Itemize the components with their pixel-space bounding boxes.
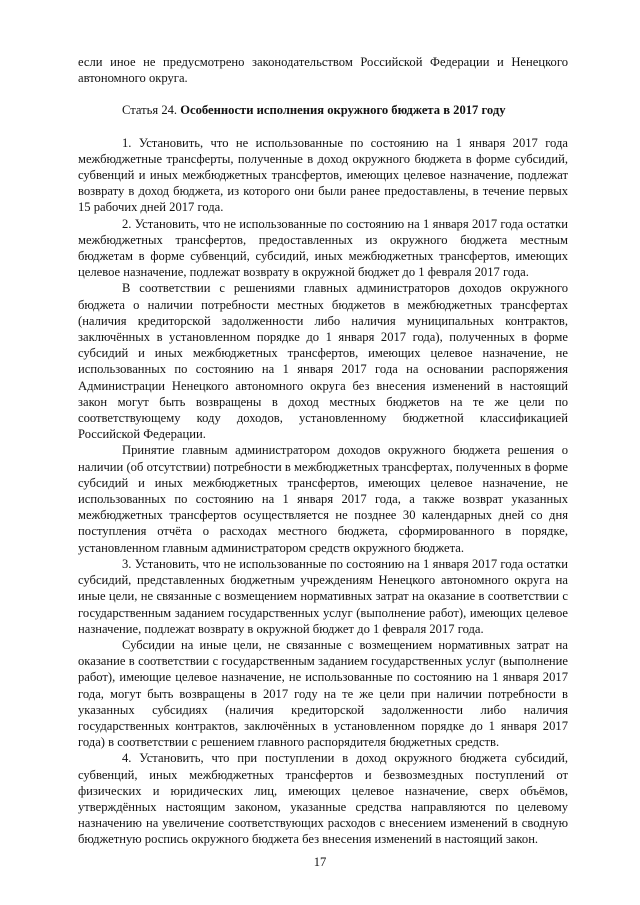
paragraph-2-administrator-decision: Принятие главным администратором доходов окружного бюджета решения о наличии (об отсутствии) потребности в межбюджетных трансфертах, полученных в форме субсидий и иных межбюджетных трансфертов, имеющих целевое назначение, не использованных по состоянию на 1 января 2017 года, а также возврат указанных межбюджетных трансфертов осуществляется не позднее 30 календарных дней со дня поступления отчёта о расходах местного бюджета, сформированного в порядке, установленном главным администратором средств окружного бюджета. — [78, 443, 568, 555]
article-heading — [78, 102, 568, 118]
lead-paragraph: если иное не предусмотрено законодательством Российской Федерации и Ненецкого автономного округа. — [78, 55, 568, 86]
article-title: Особенности исполнения окружного бюджета в 2017 году — [180, 103, 506, 118]
paragraph-2: 2. Установить, что не использованные по состоянию на 1 января 2017 года остатки межбюджетных трансфертов, предоставленных из окружного бюджета местным бюджетам в форме субвенций, субсидий, иных межбюджетных трансфертов, имеющих целевое назначение, подлежат возврату в окружной бюджет до 1 февраля 2017 года. — [78, 216, 568, 280]
page-number: 17 — [313, 855, 327, 869]
paragraph-4: 4. Установить, что при поступлении в доход окружного бюджета субсидий, субвенций, иных межбюджетных трансфертов и безвозмездных поступлений от физических и юридических лиц, имеющих целевое назначение, сверх объёмов, утверждённых настоящим законом, указанные средства направляются по целевому назначению на увеличение соответствующих расходов с внесением изменений в сводную бюджетную роспись окружного бюджета без внесения изменений в настоящий закон. — [78, 751, 568, 847]
paragraph-1: 1. Установить, что не использованные по состоянию на 1 января 2017 года межбюджетные трансферты, полученные в доход окружного бюджета в форме субсидий, субвенций и иных межбюджетных трансфертов, имеющих целевое назначение, подлежат возврату в доход бюджета, из которого они были ранее предоставлены, в течение первых 15 рабочих дней 2017 года. — [78, 135, 568, 215]
paragraph-3: 3. Установить, что не использованные по состоянию на 1 января 2017 года остатки субсидий, представленных бюджетным учреждениям Ненецкого автономного округа на иные цели, не связанные с возмещением нормативных затрат на оказание в соответствии с государственным заданием государственных услуг (выполнение работ), имеющих целевое назначение, подлежат возврату в окружной бюджет до 1 февраля 2017 года. — [78, 556, 568, 636]
document-body — [78, 54, 568, 848]
paragraph-2-return-decision: В соответствии с решениями главных администраторов доходов окружного бюджета о наличии потребности местных бюджетов в межбюджетных трансфертах (наличия кредиторской задолженности либо наличия муниципальных контрактов, заключённых в установленном порядке до 1 января 2017 года), полученных в форме субсидий и иных межбюджетных трансфертов, имеющих целевое назначение, не использованных по состоянию на 1 января 2017 года на основании распоряжения Администрации Ненецкого автономного округа без внесения изменений в настоящий закон могут быть возвращены в доход местных бюджетов на те же цели по соответствующему коду доходов, установленному бюджетной классификацией Российской Федерации. — [78, 281, 568, 442]
paragraph-3-subsidies: Субсидии на иные цели, не связанные с возмещением нормативных затрат на оказание в соответствии с государственным заданием государственных услуг (выполнение работ), имеющие целевое назначение, не использованные по состоянию на 1 января 2017 года, могут быть возвращены в 2017 году на те же цели при наличии потребности в указанных субсидиях (наличия кредиторской задолженности либо наличия государственных контрактов, заключённых в установленном порядке до 1 января 2017 года) в соответствии с решением главного распорядителя бюджетных средств. — [78, 637, 568, 750]
article-number: Статья 24. — [122, 103, 181, 118]
